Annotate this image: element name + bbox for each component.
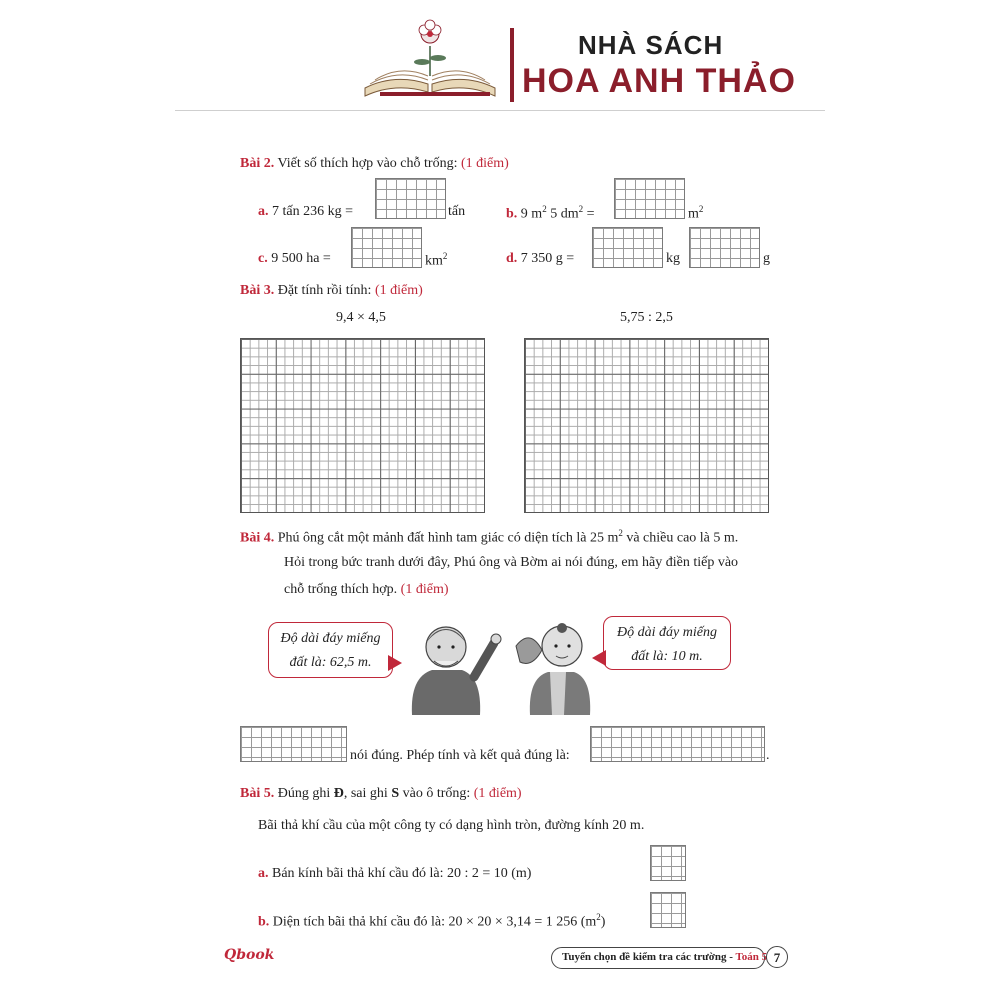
bai2-d (506, 251, 574, 267)
bai2-d-answer-grid-g[interactable] (689, 227, 760, 268)
bai5-a (258, 866, 531, 882)
bai5-label: Bài 5. (240, 786, 275, 801)
bai4-answer-end: . (766, 748, 770, 763)
bai5-a-text: Bán kính bãi thả khí cầu đó là: 20 : 2 = 10 (m) (272, 866, 532, 881)
bai4-line1 (240, 528, 738, 547)
bai2-c-expr: 9 500 ha = (271, 251, 331, 266)
bai2-text: Viết số thích hợp vào chỗ trống: (277, 156, 458, 171)
footer-page-number: 7 (766, 946, 788, 968)
footer-logo: Qbook (224, 947, 275, 963)
bai2-b (506, 204, 594, 223)
bai4-line1-post: và chiều cao là 5 m. (622, 530, 739, 546)
bai2-points: (1 điểm) (460, 156, 509, 171)
bai2-a (258, 204, 353, 220)
bai4-bubble-left: Độ dài đáy miếng đất là: 62,5 m. (268, 622, 393, 678)
bai2-c-answer-grid[interactable] (351, 227, 422, 268)
bai4-line2: Hỏi trong bức tranh dưới đây, Phú ông và Bờm ai nói đúng, em hãy điền tiếp vào (284, 555, 739, 570)
bai5-b-text: Diện tích bãi thả khí cầu đó là: 20 × 20 × 3,14 = 1 256 (m (272, 914, 597, 930)
bai2-d-label: d. (506, 251, 518, 266)
bai5-b-label: b. (258, 914, 270, 930)
bai2-a-expr: 7 tấn 236 kg = (272, 204, 353, 219)
bai3-text: Đặt tính rồi tính: (277, 283, 372, 298)
bai5-text-pre: Đúng ghi (277, 786, 334, 801)
bai2-heading (240, 156, 509, 172)
phu-ong-illustration (402, 615, 507, 715)
bai3-left-expr: 9,4 × 4,5 (336, 310, 386, 325)
bai5-b-close: ) (600, 914, 606, 930)
bai2-b-exp2: 2 (578, 204, 584, 214)
bai5-intro: Bãi thả khí cầu của một công ty có dạng hình tròn, đường kính 20 m. (258, 818, 645, 833)
bai5-b-answer-box[interactable] (650, 892, 686, 928)
bai2-b-label: b. (506, 206, 518, 222)
bai2-c-unit (425, 251, 447, 270)
bai3-right-work-grid[interactable] (524, 338, 769, 513)
bai2-c-unit-text: km (425, 253, 443, 269)
bai2-b-answer-grid[interactable] (614, 178, 685, 219)
bai2-c-label: c. (258, 251, 268, 266)
bubble-left-tail (388, 655, 402, 671)
bai2-label: Bài 2. (240, 156, 275, 171)
bai4-line3-text: chỗ trống thích hợp. (284, 582, 398, 597)
footer-book-title (551, 947, 768, 969)
header-logo (360, 18, 500, 98)
bai2-c (258, 251, 331, 267)
bai4-label: Bài 4. (240, 530, 275, 546)
bai5-text-post: vào ô trống: (399, 786, 471, 801)
bai3-right-expr: 5,75 : 2,5 (620, 310, 673, 325)
header-rule (175, 110, 825, 111)
bai2-b-exp1: 2 (542, 204, 547, 214)
bai5-points: (1 điểm) (473, 786, 522, 801)
bai2-b-unit-exp: 2 (698, 204, 704, 214)
bai5-a-label: a. (258, 866, 269, 881)
bai3-label: Bài 3. (240, 283, 275, 298)
bom-illustration (512, 610, 602, 715)
bai5-b (258, 912, 605, 931)
bai4-answer-mid: nói đúng. Phép tính và kết quả đúng là: (350, 748, 570, 763)
bai4-line1-exp: 2 (618, 528, 623, 538)
bai4-line3 (284, 582, 449, 598)
bai5-text-mid: , sai ghi (343, 786, 392, 801)
bai2-b-expr-post: = (583, 206, 595, 222)
bai3-left-work-grid[interactable] (240, 338, 485, 513)
bai5-heading (240, 786, 522, 802)
bai4-calc-answer-grid[interactable] (590, 726, 765, 762)
bai4-points: (1 điểm) (400, 582, 449, 597)
header-title-1: NHÀ SÁCH (578, 30, 724, 60)
bai2-b-unit-text: m (688, 206, 699, 222)
bai2-d-answer-grid-kg[interactable] (592, 227, 663, 268)
bai2-a-label: a. (258, 204, 269, 219)
bai2-d-expr: 7 350 g = (520, 251, 575, 266)
bai5-s: S (391, 786, 400, 801)
bai4-line1-pre: Phú ông cắt một mảnh đất hình tam giác có diện tích là 25 m (277, 530, 619, 546)
bai2-c-unit-exp: 2 (442, 251, 448, 261)
bai3-heading (240, 283, 423, 299)
header-divider (510, 28, 514, 102)
bai2-b-expr-mid: 5 dm (546, 206, 579, 222)
footer-title-text: Tuyển chọn đề kiểm tra các trường - (562, 951, 733, 963)
bai2-d-unit1: kg (666, 251, 680, 266)
bai3-points: (1 điểm) (374, 283, 423, 298)
header-title-2: HOA ANH THẢO (522, 62, 796, 100)
book-flower-icon (360, 18, 500, 98)
bai4-bubble-right: Độ dài đáy miếng đất là: 10 m. (603, 616, 731, 670)
bai2-a-answer-grid[interactable] (375, 178, 446, 219)
bai5-a-answer-box[interactable] (650, 845, 686, 881)
footer-subject: Toán 5 (735, 951, 768, 963)
bai2-d-unit2: g (763, 251, 770, 266)
bai5-d: Đ (333, 786, 344, 801)
bai2-a-unit: tấn (448, 204, 466, 219)
bai2-b-unit (688, 204, 703, 223)
bai2-b-expr-pre: 9 m (520, 206, 543, 222)
bai5-b-exp: 2 (596, 912, 601, 922)
bai4-who-answer-grid[interactable] (240, 726, 347, 762)
